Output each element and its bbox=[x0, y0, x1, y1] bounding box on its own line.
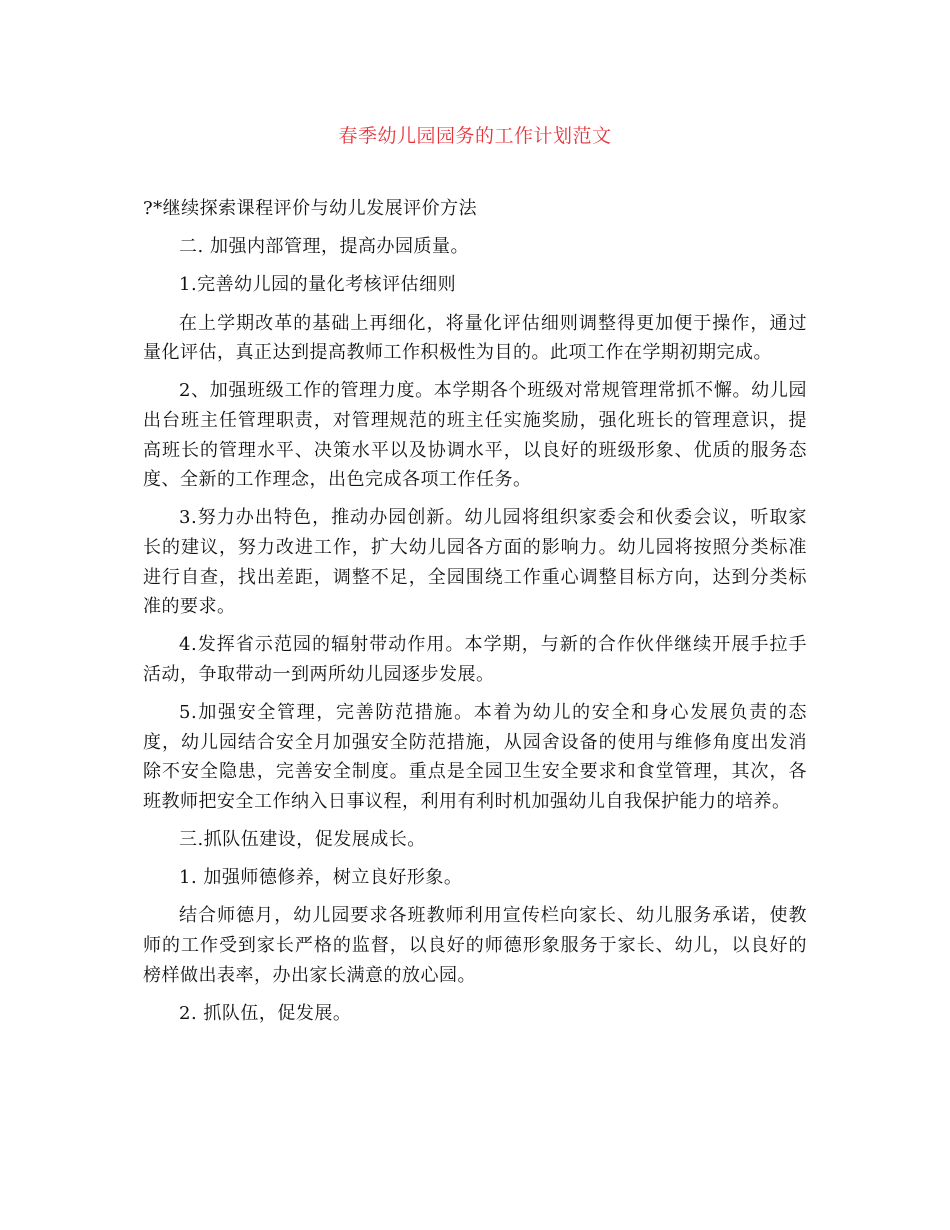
document-title: 春季幼儿园园务的工作计划范文 bbox=[338, 125, 612, 147]
paragraph: 二. 加强内部管理，提高办园质量。 bbox=[179, 236, 469, 258]
paragraph: 4.发挥省示范园的辐射带动作用。本学期，与新的合作伙伴继续开展手拉手活动，争取带动一到两所幼儿园逐步发展。 bbox=[143, 634, 807, 685]
paragraph: 2、加强班级工作的管理力度。本学期各个班级对常规管理常抓不懈。幼儿园出台班主任管理职责，对管理规范的班主任实施奖励，强化班长的管理意识，提高班长的管理水平、决策水平以及协调水平，以良好的班级形象、优质的服务态度、全新的工作理念，出色完成各项工作任务。 bbox=[143, 380, 807, 491]
paragraph: 1.完善幼儿园的量化考核评估细则 bbox=[179, 274, 457, 296]
paragraph: 结合师德月，幼儿园要求各班教师利用宣传栏向家长、幼儿服务承诺，使教师的工作受到家长严格的监督，以良好的师德形象服务于家长、幼儿，以良好的榜样做出表率，办出家长满意的放心园。 bbox=[143, 905, 807, 986]
paragraph: 1. 加强师德修养，树立良好形象。 bbox=[179, 867, 463, 889]
paragraph: 3.努力办出特色，推动办园创新。幼儿园将组织家委会和伙委会议，听取家长的建议，努力改进工作，扩大幼儿园各方面的影响力。幼儿园将按照分类标准进行自查，找出差距，调整不足，全园围绕工作重心调整目标方向，达到分类标准的要求。 bbox=[143, 507, 807, 618]
paragraph: 2. 抓队伍，促发展。 bbox=[179, 1002, 352, 1024]
paragraph: ?*继续探索课程评价与幼儿发展评价方法 bbox=[143, 198, 478, 219]
document-body bbox=[143, 194, 807, 1037]
paragraph: 在上学期改革的基础上再细化，将量化评估细则调整得更加便于操作，通过量化评估，真正达到提高教师工作积极性为目的。此项工作在学期初期完成。 bbox=[143, 312, 807, 364]
paragraph: 5.加强安全管理，完善防范措施。本着为幼儿的安全和身心发展负责的态度，幼儿园结合安全月加强安全防范措施，从园舍设备的使用与维修角度出发消除不安全隐患，完善安全制度。重点是全园卫生安全要求和食堂管理，其次，各班教师把安全工作纳入日事议程，利用有利时机加强幼儿自我保护能力的培养。 bbox=[143, 702, 807, 812]
paragraph: 三.抓队伍建设，促发展成长。 bbox=[179, 829, 426, 851]
